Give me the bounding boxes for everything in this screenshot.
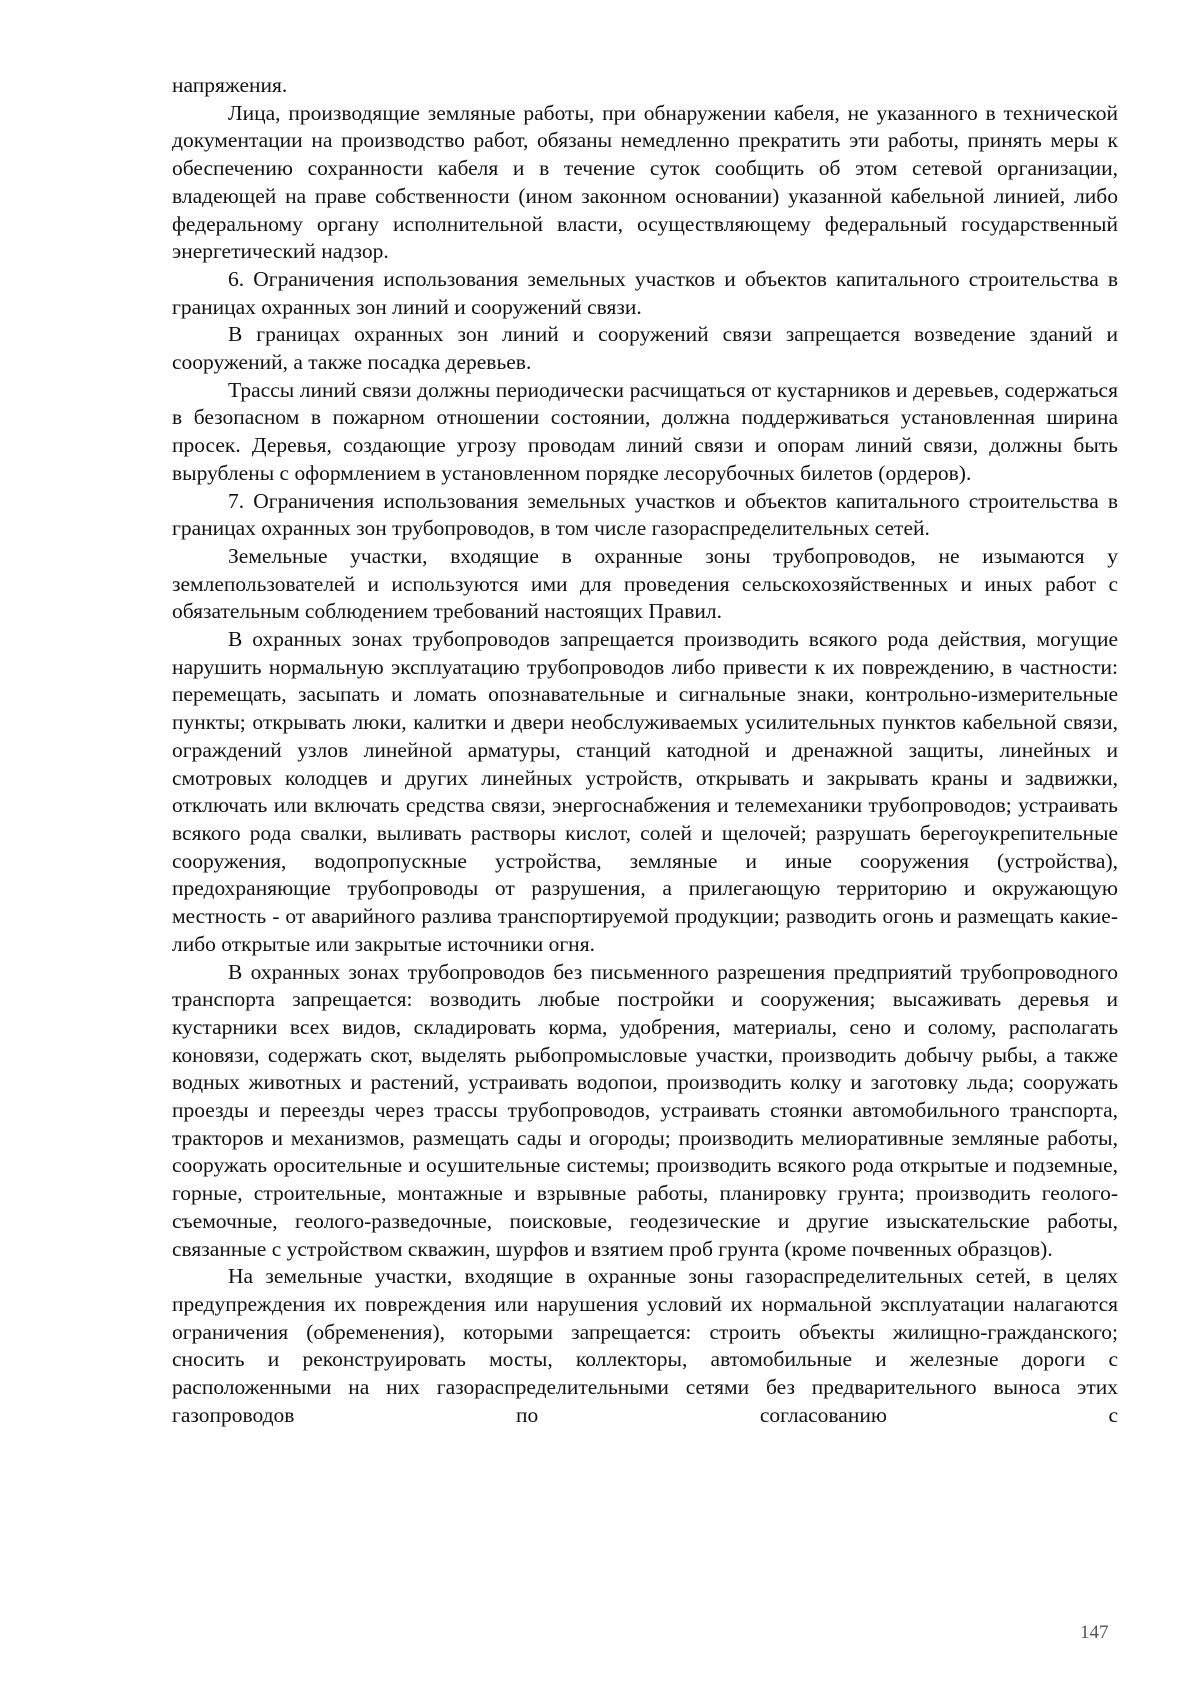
paragraph: В границах охранных зон линий и сооружений связи запрещается возведение зданий и сооружений, а также посадка деревьев. xyxy=(172,322,1118,375)
page-number: 147 xyxy=(1080,1622,1109,1643)
paragraph: В охранных зонах трубопроводов без письменного разрешения предприятий трубопроводного транспорта запрещается: возводить любые постройки и сооружения; высаживать деревья и кустарники всех видов, складировать корма, удобрения, материалы, сено и солому, располагать коновязи, содержать скот, выделять рыбопромысловые участки, производить добычу рыбы, а также водных животных и растений, устраивать водопои, производить колку и заготовку льда; сооружать проезды и переезды через трассы трубопроводов, устраивать стоянки автомобильного транспорта, тракторов и механизмов, размещать сады и огороды; производить мелиоративные земляные работы, сооружать оросительные и осушительные системы; производить всякого рода открытые и подземные, горные, строительные, монтажные и взрывные работы, планировку грунта; производить геолого-съемочные, геолого-разведочные, поисковые, геодезические и другие изыскательские работы, связанные с устройством скважин, шурфов и взятием проб грунта (кроме почвенных образцов). xyxy=(172,959,1118,1261)
paragraph: Трассы линий связи должны периодически расчищаться от кустарников и деревьев, содержаться в безопасном в пожарном отношении состоянии, должна поддерживаться установленная ширина просек. Деревья, создающие угрозу проводам линий связи и опорам линий связи, должны быть вырублены с оформлением в установленном порядке лесорубочных билетов (ордеров). xyxy=(172,377,1118,485)
paragraph: напряжения. xyxy=(172,73,288,97)
paragraph: Земельные участки, входящие в охранные зоны трубопроводов, не изымаются у землепользователей и используются ими для проведения сельскохозяйственных и иных работ с обязательным соблюдением требований настоящих Правил. xyxy=(172,543,1118,624)
section-heading: 6. Ограничения использования земельных участков и объектов капитального строительства в границах охранных зон линий и сооружений связи. xyxy=(172,266,1118,319)
paragraph: На земельные участки, входящие в охранные зоны газораспределительных сетей, в целях предупреждения их повреждения или нарушения условий их нормальной эксплуатации налагаются ограничения (обременения), которыми запрещается: строить объекты жилищно-гражданского; сносить и реконструировать мосты, коллекторы, автомобильные и железные дороги с расположенными на них газораспределительными сетями без предварительного выноса этих газопроводов по согласованию с xyxy=(172,1264,1118,1427)
document-body xyxy=(172,72,1118,1429)
paragraph: Лица, производящие земляные работы, при обнаружении кабеля, не указанного в технической документации на производство работ, обязаны немедленно прекратить эти работы, принять меры к обеспечению сохранности кабеля и в течение суток сообщить об этом сетевой организации, владеющей на праве собственности (ином законном основании) указанной кабельной линией, либо федеральному органу исполнительной власти, осуществляющему федеральный государственный энергетический надзор. xyxy=(172,100,1118,264)
paragraph: В охранных зонах трубопроводов запрещается производить всякого рода действия, могущие нарушить нормальную эксплуатацию трубопроводов либо привести к их повреждению, в частности: перемещать, засыпать и ломать опознавательные и сигнальные знаки, контрольно-измерительные пункты; открывать люки, калитки и двери необслуживаемых усилительных пунктов кабельной связи, ограждений узлов линейной арматуры, станций катодной и дренажной защиты, линейных и смотровых колодцев и других линейных устройств, открывать и закрывать краны и задвижки, отключать или включать средства связи, энергоснабжения и телемеханики трубопроводов; устраивать всякого рода свалки, выливать растворы кислот, солей и щелочей; разрушать берегоукрепительные сооружения, водопропускные устройства, земляные и иные сооружения (устройства), предохраняющие трубопроводы от разрушения, а прилегающую территорию и окружающую местность - от аварийного разлива транспортируемой продукции; разводить огонь и размещать какие-либо открытые или закрытые источники огня. xyxy=(172,627,1118,956)
section-heading: 7. Ограничения использования земельных участков и объектов капитального строительства в границах охранных зон трубопроводов, в том числе газораспределительных сетей. xyxy=(172,488,1118,541)
